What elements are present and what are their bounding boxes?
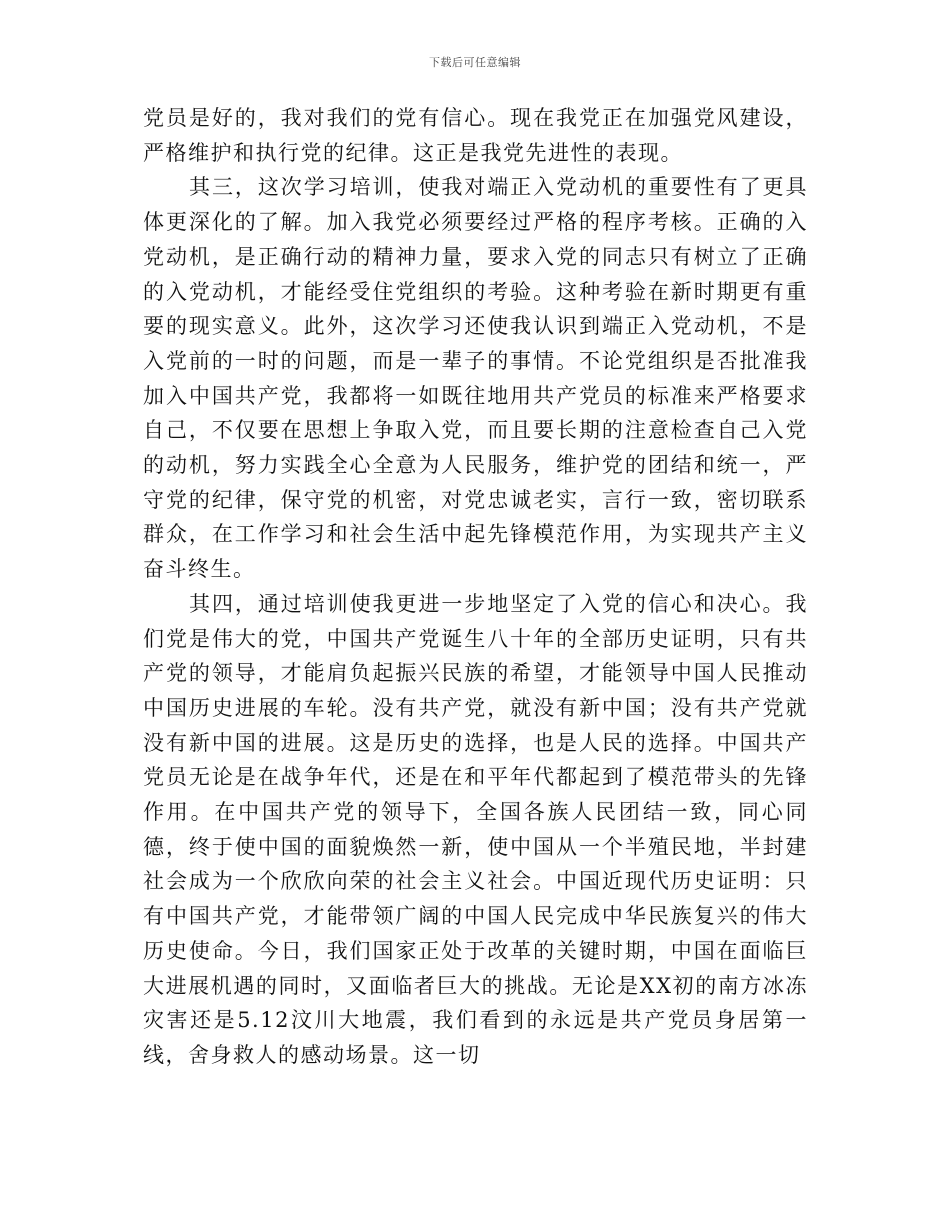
page-header: 下载后可任意编辑 [429,56,521,69]
document-body [143,101,808,1073]
paragraph-3: 其四，通过培训使我更进一步地坚定了入党的信心和决心。我们党是伟大的党，中国共产党诞生八十年的全部历史证明，只有共产党的领导，才能肩负起振兴民族的希望，才能领导中国人民推动中国历史进展的车轮。没有共产党，就没有新中国；没有共产党就没有新中国的进展。这是历史的选择，也是人民的选择。中国共产党员无论是在战争年代，还是在和平年代都起到了模范带头的先锋作用。在中国共产党的领导下，全国各族人民团结一致，同心同德，终于使中国的面貌焕然一新，使中国从一个半殖民地，半封建社会成为一个欣欣向荣的社会主义社会。中国近现代历史证明：只有中国共产党，才能带领广阔的中国人民完成中华民族复兴的伟大历史使命。今日，我们国家正处于改革的关键时期，中国在面临巨大进展机遇的同时，又面临者巨大的挑战。无论是XX初的南方冰冻灾害还是5.12汶川大地震，我们看到的永远是共产党员身居第一线，舍身救人的感动场景。这一切 [143,591,808,1067]
paragraph-2: 其三，这次学习培训，使我对端正入党动机的重要性有了更具体更深化的了解。加入我党必须要经过严格的程序考核。正确的入党动机，是正确行动的精神力量，要求入党的同志只有树立了正确的入党动机，才能经受住党组织的考验。这种考验在新时期更有重要的现实意义。此外，这次学习还使我认识到端正入党动机，不是入党前的一时的问题，而是一辈子的事情。不论党组织是否批准我加入中国共产党，我都将一如既往地用共产党员的标准来严格要求自己，不仅要在思想上争取入党，而且要长期的注意检查自己入党的动机，努力实践全心全意为人民服务，维护党的团结和统一，严守党的纪律，保守党的机密，对党忠诚老实，言行一致，密切联系群众，在工作学习和社会生活中起先锋模范作用，为实现共产主义奋斗终生。 [143,175,808,582]
paragraph-1: 党员是好的，我对我们的党有信心。现在我党正在加强党风建设，严格维护和执行党的纪律。这正是我党先进性的表现。 [143,106,808,165]
